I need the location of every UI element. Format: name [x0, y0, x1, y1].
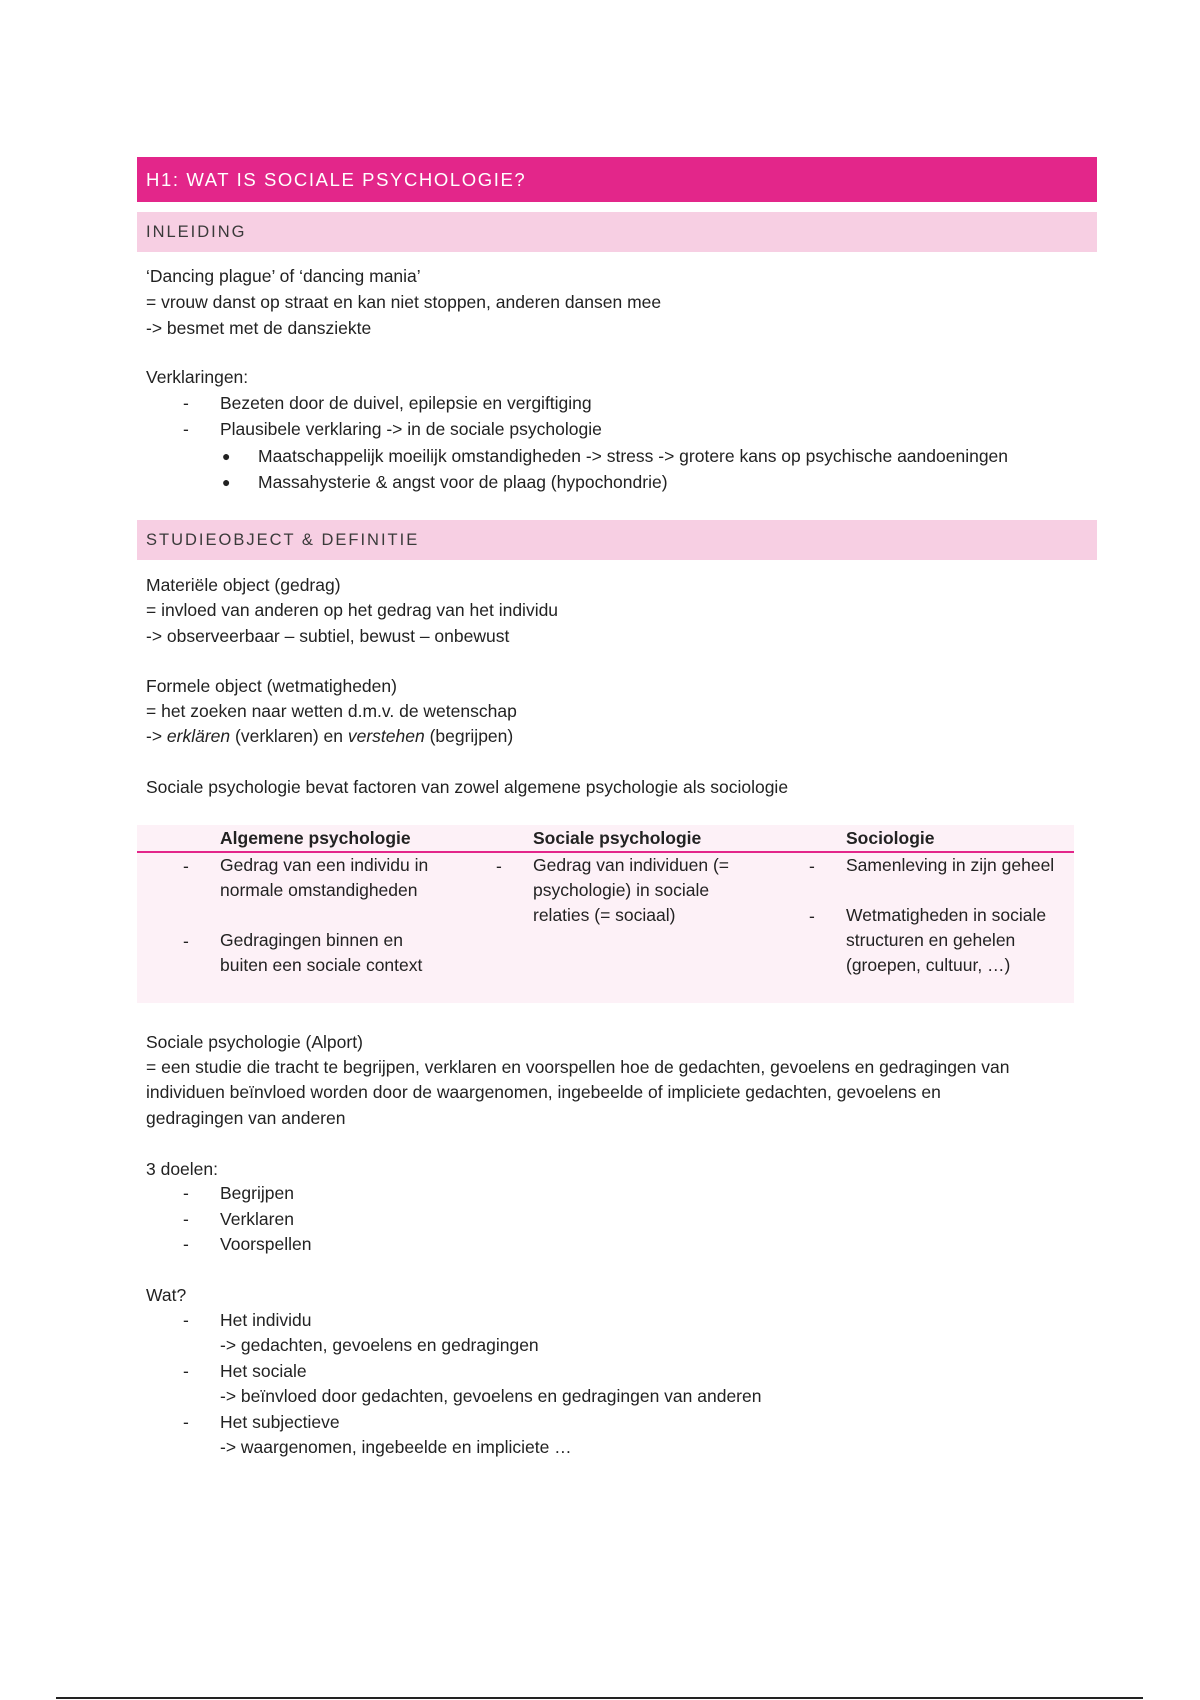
table-cell: Gedrag van een individu in normale omstandigheden	[220, 855, 429, 900]
text-line: individuen beïnvloed worden door de waargenomen, ingebeelde of impliciete gedachten, gevoelens en	[146, 1082, 941, 1102]
list-item-sub: -> beïnvloed door gedachten, gevoelens en gedragingen van anderen	[220, 1386, 762, 1406]
table-header: Sociologie	[846, 828, 935, 848]
section-heading-inleiding: INLEIDING	[137, 212, 1097, 252]
list-dash: -	[183, 931, 189, 951]
verklaringen-label: Verklaringen:	[146, 367, 249, 387]
list-dash: -	[183, 1412, 189, 1432]
wat-label: Wat?	[146, 1285, 187, 1305]
text-line: ‘Dancing plague’ of ‘dancing mania’	[146, 266, 421, 286]
text-line: -> besmet met de dansziekte	[146, 318, 372, 338]
section-heading-studieobject: STUDIEOBJECT & DEFINITIE	[137, 520, 1097, 560]
list-dash: -	[183, 419, 189, 439]
table-cell: Gedrag van individuen (= psychologie) in sociale relaties (= sociaal)	[533, 855, 730, 925]
table-header: Algemene psychologie	[220, 828, 411, 848]
list-item: Plausibele verklaring -> in de sociale psychologie	[220, 419, 602, 439]
list-dash: -	[183, 393, 189, 413]
text-line: Sociale psychologie (Alport)	[146, 1032, 363, 1052]
list-item: Bezeten door de duivel, epilepsie en vergiftiging	[220, 393, 592, 413]
list-dash: -	[183, 1310, 189, 1330]
list-dash: -	[183, 856, 189, 876]
text-line: -> erklären (verklaren) en verstehen (begrijpen)	[146, 726, 514, 746]
text-line: = vrouw danst op straat en kan niet stoppen, anderen dansen mee	[146, 292, 662, 312]
list-dash: -	[809, 856, 815, 876]
list-item: Verklaren	[220, 1209, 294, 1229]
list-item-sub: -> waargenomen, ingebeelde en impliciete …	[220, 1437, 572, 1457]
table-cell: Wetmatigheden in sociale structuren en gehelen (groepen, cultuur, …)	[846, 905, 1047, 975]
list-item-sub: -> gedachten, gevoelens en gedragingen	[220, 1335, 539, 1355]
list-dash: -	[183, 1234, 189, 1254]
text-line: Materiële object (gedrag)	[146, 575, 341, 595]
text-line: gedragingen van anderen	[146, 1108, 346, 1128]
text-line: Formele object (wetmatigheden)	[146, 676, 397, 696]
list-dash: -	[183, 1361, 189, 1381]
text-line: = een studie die tracht te begrijpen, verklaren en voorspellen hoe de gedachten, gevoelens en gedragingen van	[146, 1057, 1010, 1077]
list-dash: -	[496, 856, 502, 876]
list-dash: -	[809, 906, 815, 926]
text-line: -> observeerbaar – subtiel, bewust – onbewust	[146, 626, 510, 646]
sub-list-item: Maatschappelijk moeilijk omstandigheden -> stress -> grotere kans op psychische aandoeningen	[258, 446, 1009, 466]
text-line: = het zoeken naar wetten d.m.v. de wetenschap	[146, 701, 517, 721]
bullet-icon: ●	[222, 448, 231, 464]
table-cell: Gedragingen binnen en buiten een sociale context	[220, 930, 423, 975]
sub-list-item: Massahysterie & angst voor de plaag (hypochondrie)	[258, 472, 668, 492]
list-item: Het individu	[220, 1310, 312, 1330]
list-item: Het sociale	[220, 1361, 307, 1381]
list-dash: -	[183, 1183, 189, 1203]
list-item: Voorspellen	[220, 1234, 312, 1254]
list-dash: -	[183, 1209, 189, 1229]
list-item: Het subjectieve	[220, 1412, 340, 1432]
bullet-icon: ●	[222, 474, 231, 490]
footer-rule	[56, 1697, 1143, 1699]
table-header: Sociale psychologie	[533, 828, 702, 848]
list-item: Begrijpen	[220, 1183, 294, 1203]
text-line: Sociale psychologie bevat factoren van zowel algemene psychologie als sociologie	[146, 777, 789, 797]
table-cell: Samenleving in zijn geheel	[846, 855, 1055, 875]
doelen-label: 3 doelen:	[146, 1159, 219, 1179]
text-line: = invloed van anderen op het gedrag van het individu	[146, 600, 559, 620]
chapter-heading: H1: WAT IS SOCIALE PSYCHOLOGIE?	[137, 157, 1097, 202]
